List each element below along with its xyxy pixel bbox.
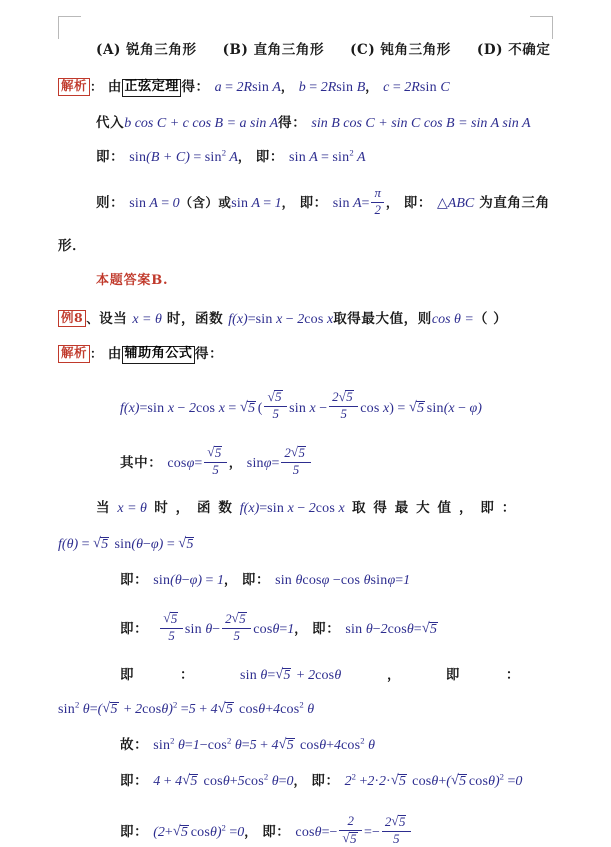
reject-note: （含） bbox=[179, 195, 219, 211]
option-b-text: 直角三角形 bbox=[253, 42, 325, 58]
equation-sin-a-one: sin A = 1 bbox=[231, 196, 282, 212]
f-theta-line bbox=[58, 536, 553, 552]
stem-x-equals-theta: x = θ bbox=[132, 311, 162, 327]
when-c7: 得 bbox=[373, 499, 388, 516]
where-line bbox=[58, 446, 553, 478]
when-c5: 数 bbox=[218, 499, 233, 516]
step4-equation: $\sin^2 \theta=$( √ 5 + 2cosθ)$^2$ =5 + 4 √ 5 $\cos\theta+4\cos^2$ θ bbox=[58, 702, 314, 717]
stem-answer-parens: （ ） bbox=[473, 310, 508, 327]
solution1-line-2 bbox=[58, 115, 553, 131]
when-c1: 当 bbox=[96, 499, 111, 516]
conclusion-tail: 为直角三角 bbox=[479, 195, 550, 212]
step3-line bbox=[58, 668, 553, 683]
solution-tag-colon-1: ： bbox=[90, 79, 103, 94]
stem-text-1: 设当 bbox=[99, 310, 128, 327]
option-a-label: (A) bbox=[96, 42, 122, 58]
step3-equation: sin θ= √ 5 + 2cosθ bbox=[240, 668, 341, 683]
equation-c: c = 2Rsin C bbox=[383, 80, 450, 95]
where-comma: ， bbox=[228, 455, 242, 471]
step1-line bbox=[58, 572, 553, 588]
substitute-label: 代入 bbox=[96, 114, 125, 131]
solution2-intro-suffix: 得： bbox=[195, 346, 224, 363]
when-c11: ， bbox=[458, 499, 474, 516]
triangle-abc: △ABC bbox=[437, 196, 475, 212]
boxed-keyword-auxiliary-angle: 辅助角公式 bbox=[122, 346, 195, 364]
solution1-line-4 bbox=[58, 187, 553, 218]
substitute-mid: 得： bbox=[278, 114, 307, 131]
when-c3: ， bbox=[175, 499, 190, 516]
step5-equation: $\sin^2 \theta=1-\cos^2$ θ=5 + 4 √ 5 $\cos\theta+4\cos^2$ θ bbox=[153, 738, 375, 753]
line4-comma-2: ， bbox=[385, 195, 399, 211]
when-c6: 取 bbox=[351, 499, 367, 516]
main-formula: f(x)=sin x − 2cos x = √ 5 ( √ $\frac{5}{5}$ sin x − $\frac{2 √ 5}{5}$ cos x) = √ 5 sin(x − φ) bbox=[120, 401, 482, 416]
equation-b: b = 2Rsin B bbox=[298, 80, 366, 95]
when-function-fx: f(x)=sin x − 2cos x bbox=[239, 500, 345, 516]
where-label: 其中： bbox=[120, 455, 163, 472]
solution-tag-colon-2: ： bbox=[90, 346, 103, 362]
cos-phi-value: cosφ= √ $\frac{5}{5}$ bbox=[167, 456, 229, 471]
equation-a: a = 2Rsin A bbox=[214, 80, 281, 95]
step3-label-2: 即 bbox=[445, 666, 460, 683]
solution-tag-2: 解析 bbox=[58, 345, 90, 363]
option-d-text: 不确定 bbox=[508, 42, 551, 58]
step1-expanded: sin θcosφ −cos θsinφ=1 bbox=[275, 572, 411, 588]
solution-tag-1: 解析 bbox=[58, 78, 90, 96]
stem-function-fx: f(x)=sin x − 2cos x bbox=[228, 311, 334, 327]
option-d-label: (D) bbox=[476, 42, 504, 58]
step5-line bbox=[58, 737, 553, 753]
step7-comma: ， bbox=[244, 823, 258, 839]
step3-colon-2: ： bbox=[505, 666, 520, 683]
when-x-equals-theta: x = θ bbox=[117, 500, 147, 516]
when-c8: 最 bbox=[394, 499, 409, 516]
step6-comma: ， bbox=[293, 772, 307, 788]
step1-comma: ， bbox=[223, 571, 237, 587]
step7-line bbox=[58, 815, 553, 847]
step6-perfect-square-setup: $2^2 +2\cdot 2\cdot$ √ 5 cosθ+( √ 5 cosθ)$^2$ =0 bbox=[345, 774, 523, 789]
boxed-keyword-sine-rule: 正弦定理 bbox=[122, 79, 181, 97]
substitute-equation: b cos C + c cos B = a sin A bbox=[124, 115, 279, 131]
sin-phi-value: sinφ= $\frac{2 √ 5}{5}$ bbox=[247, 456, 313, 471]
substitute-result: sin B cos C + sin C cos B = sin A sin A bbox=[311, 115, 531, 131]
step6-label: 即： bbox=[120, 772, 149, 789]
hence-label: 则： bbox=[96, 195, 125, 212]
option-a-text: 锐角三角形 bbox=[126, 42, 197, 58]
solution1-line-3 bbox=[58, 149, 553, 165]
step3-label: 即 bbox=[120, 666, 135, 683]
stem-cos-theta: cos θ = bbox=[431, 311, 474, 327]
when-c4: 函 bbox=[197, 499, 212, 516]
step1-label: 即： bbox=[120, 571, 149, 588]
option-c-label: (C) bbox=[350, 42, 376, 58]
step2-label: 即： bbox=[120, 621, 149, 638]
example-tag-sep: 、 bbox=[86, 310, 100, 326]
step6-label-2: 即： bbox=[311, 772, 340, 789]
example-8-stem bbox=[58, 310, 553, 328]
solution1-line-5 bbox=[58, 238, 553, 254]
f-theta-equation: f(θ) = √ 5 sin(θ−φ) = √ 5 bbox=[58, 537, 196, 552]
step4-line bbox=[58, 701, 553, 717]
answer-line bbox=[58, 272, 553, 288]
example-number-tag: 例8 bbox=[58, 310, 86, 328]
line4-comma: ， bbox=[281, 195, 295, 211]
step7-label: 即： bbox=[120, 823, 149, 840]
equation-sin-a-squared: $\sin A = \sin^2 A$ bbox=[288, 147, 366, 165]
answer-text: 本题答案B. bbox=[96, 272, 169, 288]
step6-equation: 4 + 4 √ 5 $\cos\theta+5\cos^2$ θ=0 bbox=[153, 774, 293, 789]
then-label-3: 即： bbox=[299, 195, 328, 212]
step2-comma: ， bbox=[294, 621, 308, 637]
step2-simplified: sin θ−2cosθ= √ 5 bbox=[345, 622, 439, 637]
then-label-2: 即： bbox=[255, 148, 284, 165]
solution1-intro-suffix: 得： bbox=[181, 79, 210, 95]
step2-line bbox=[58, 612, 553, 644]
when-c13: ： bbox=[501, 499, 516, 516]
solution1-intro-prefix: 由 bbox=[107, 79, 123, 95]
conclusion-wrap: 形． bbox=[58, 237, 87, 254]
step7-final-answer: cosθ=− 2 √ 5 =− $\frac{2 √ 5}{5}$ bbox=[295, 825, 413, 840]
line3-comma: ， bbox=[237, 148, 251, 164]
then-label-1: 即： bbox=[96, 148, 125, 165]
solution2-intro bbox=[58, 345, 553, 364]
when-c10: 值 bbox=[437, 499, 452, 516]
step1-equation: sin(θ−φ) = 1 bbox=[153, 572, 224, 588]
step3-comma: ， bbox=[387, 666, 400, 682]
equation-sin-b-plus-c: $\sin(B + C) = \sin^2 A$ bbox=[129, 147, 238, 165]
solution1-line-1: 解析 ： 由 正弦定理 得： a = 2Rsin A， b = 2Rsin B， c = 2Rsin C bbox=[58, 78, 553, 97]
step1-label-2: 即： bbox=[241, 571, 271, 588]
when-c2: 时 bbox=[154, 499, 169, 516]
stem-text-2: 时，函数 bbox=[166, 310, 224, 327]
option-c-text: 钝角三角形 bbox=[380, 42, 451, 58]
when-line bbox=[58, 499, 553, 516]
document-content bbox=[58, 32, 553, 847]
stem-text-3: 取得最大值，则 bbox=[333, 310, 432, 327]
or-label: 或 bbox=[218, 195, 232, 211]
step3-colon: ： bbox=[179, 666, 195, 683]
step2-label-2: 即： bbox=[312, 621, 341, 638]
when-c9: 大 bbox=[416, 499, 431, 516]
solution2-intro-prefix: 由 bbox=[107, 346, 123, 363]
then-label-4: 即： bbox=[403, 195, 432, 212]
step6-line bbox=[58, 773, 553, 789]
step7-label-2: 即： bbox=[262, 823, 291, 840]
option-b-label: (B) bbox=[222, 42, 249, 58]
step2-equation: √ $\frac{5}{5}$ sin θ− $\frac{2 √ 5}{5}$ cosθ=1 bbox=[158, 622, 294, 637]
step7-equation: (2+ √ 5 cosθ)$^2$ =0 bbox=[153, 825, 244, 840]
equation-sin-a-zero: sin A = 0 bbox=[129, 196, 180, 212]
answer-options-line bbox=[58, 42, 553, 58]
equation-sin-a-half-pi: sin A= $\frac{\pi}{2}$ bbox=[333, 196, 386, 211]
step5-label: 故： bbox=[120, 736, 149, 753]
when-c12: 即 bbox=[480, 499, 495, 516]
main-formula-line bbox=[58, 390, 553, 422]
